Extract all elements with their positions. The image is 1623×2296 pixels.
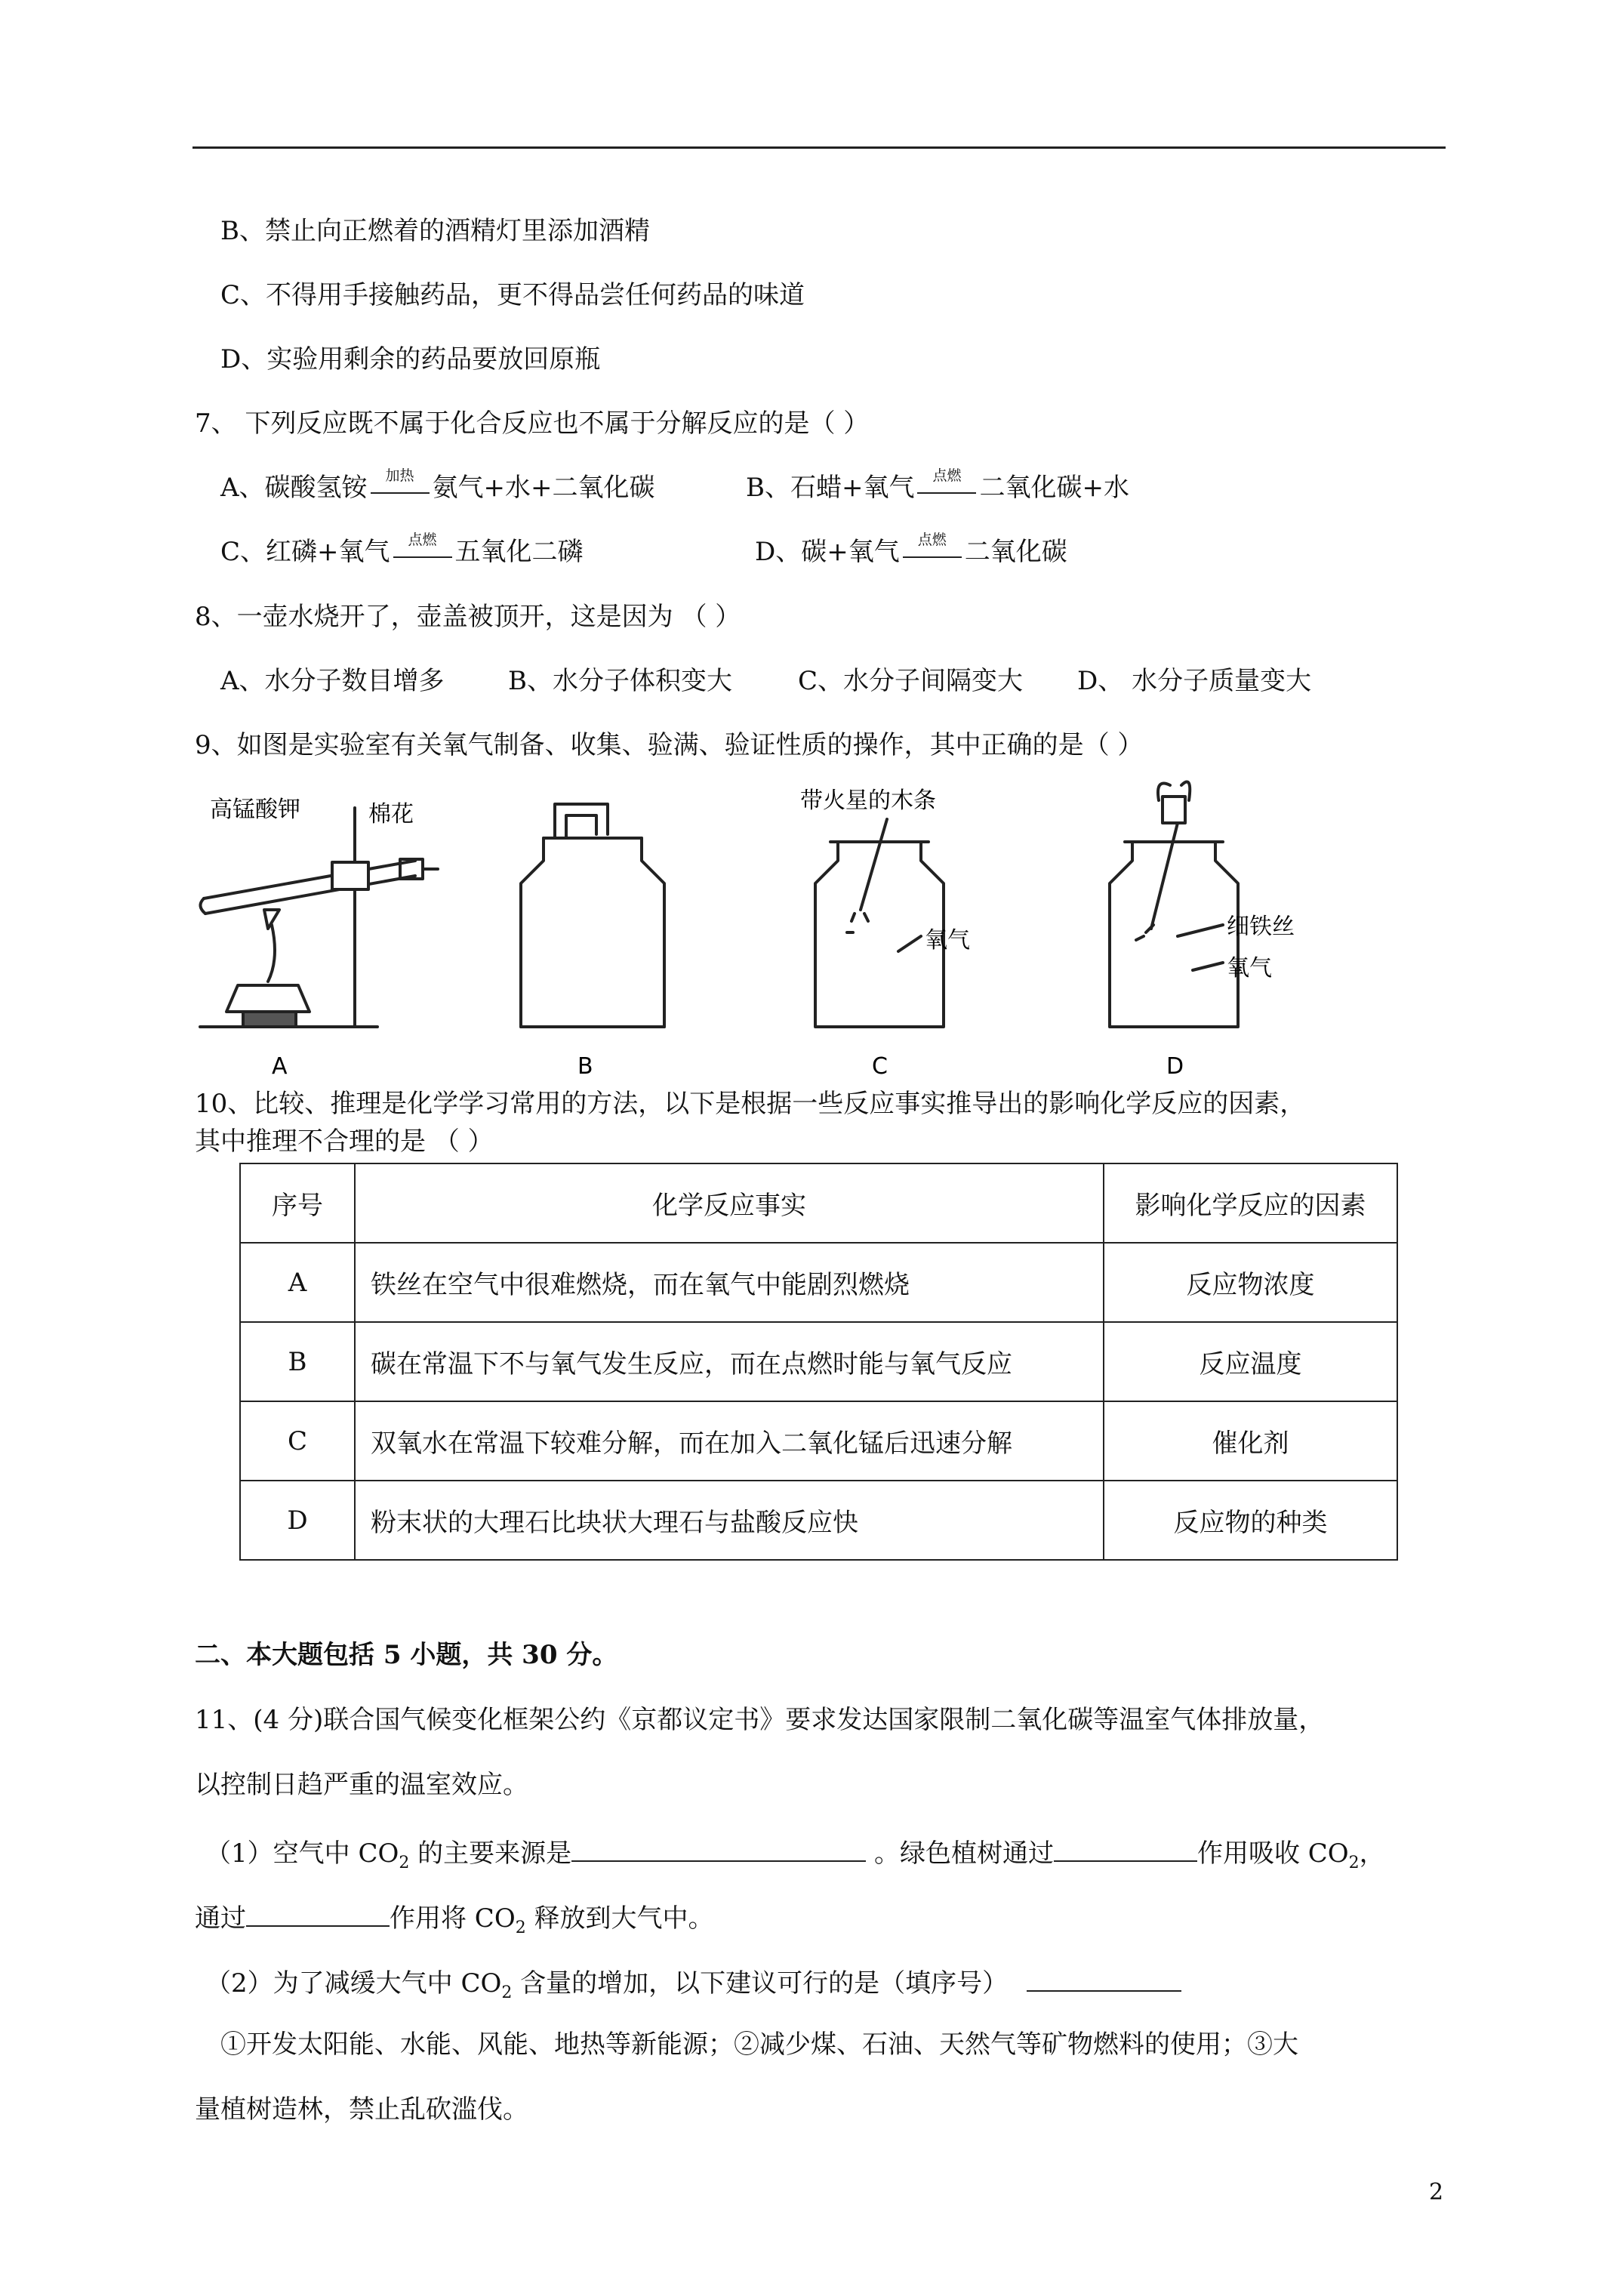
- row-id: D: [240, 1481, 355, 1560]
- answer-blank[interactable]: [571, 1833, 866, 1862]
- header-rule: [192, 146, 1446, 149]
- answer-blank[interactable]: [1027, 1963, 1181, 1992]
- apparatus-c-test: [815, 819, 944, 1027]
- q7-option-b: B、石蜡+氧气 点燃 二氧化碳+水: [746, 467, 1129, 503]
- row-id: C: [240, 1401, 355, 1481]
- header-factor: 影响化学反应的因素: [1104, 1163, 1397, 1243]
- label-oxygen-d: 氧气: [1227, 955, 1272, 982]
- q11-options-line2: 量植树造林，禁止乱砍滥伐。: [195, 2094, 528, 2125]
- table-row: [240, 1322, 1397, 1401]
- label-b: B: [577, 1053, 593, 1080]
- q6-option-b: B、禁止向正燃着的酒精灯里添加酒精: [220, 216, 650, 246]
- apparatus-b-bottle: [521, 804, 664, 1027]
- row-factor: 反应温度: [1104, 1322, 1397, 1401]
- q10-table: [239, 1163, 1398, 1561]
- q11-part2: （2）为了减缓大气中 $CO_2$ 含量的增加，以下建议可行的是（填序号）: [205, 1963, 1181, 2010]
- q10-stem-line1: 10、比较、推理是化学学习常用的方法，以下是根据一些反应事实推导出的影响化学反应的因素，: [195, 1089, 1306, 1119]
- q7-option-a: A、碳酸氢铵 加热 氨气+水+二氧化碳: [220, 467, 655, 503]
- table-row: [240, 1243, 1397, 1322]
- row-fact: 铁丝在空气中很难燃烧，而在氧气中能剧烈燃烧: [355, 1243, 1104, 1322]
- label-d: D: [1166, 1053, 1184, 1080]
- table-header-row: [240, 1163, 1397, 1243]
- reaction-condition: 点燃: [900, 535, 965, 569]
- apparatus-d-iron-wire: [1110, 782, 1238, 1028]
- label-reagent: 高锰酸钾: [210, 797, 300, 823]
- row-fact: 粉末状的大理石比块状大理石与盐酸反应快: [355, 1481, 1104, 1560]
- label-cotton: 棉花: [368, 801, 414, 827]
- label-oxygen-c: 氧气: [925, 927, 970, 954]
- q11-options-line1: ①开发太阳能、水能、风能、地热等新能源；②减少煤、石油、天然气等矿物燃料的使用；③大: [220, 2029, 1298, 2060]
- q9-stem: 9、如图是实验室有关氧气制备、收集、验满、验证性质的操作，其中正确的是（ ）: [195, 730, 1144, 760]
- label-splint: 带火星的木条: [800, 787, 936, 814]
- q11-stem-line2: 以控制日趋严重的温室效应。: [195, 1770, 528, 1800]
- header-fact: 化学反应事实: [355, 1163, 1104, 1243]
- page-number: 2: [1429, 2179, 1444, 2205]
- row-id: A: [240, 1243, 355, 1322]
- q6-option-c: C、不得用手接触药品，更不得品尝任何药品的味道: [220, 280, 805, 310]
- q7-option-d: D、碳+氧气 点燃 二氧化碳: [755, 532, 1067, 567]
- row-fact: 双氧水在常温下较难分解，而在加入二氧化锰后迅速分解: [355, 1401, 1104, 1481]
- label-iron-wire: 细铁丝: [1227, 914, 1295, 940]
- label-c: C: [872, 1053, 888, 1080]
- q8-option-b: B、水分子体积变大: [508, 666, 732, 696]
- q8-option-d: D、 水分子质量变大: [1077, 666, 1312, 696]
- q10-stem-line2: 其中推理不合理的是 （ ）: [195, 1126, 494, 1157]
- table-row: [240, 1481, 1397, 1560]
- q11-part1: （1）空气中 $CO_2$ 的主要来源是 。绿色植树通过 作用吸收 $CO_2$，: [205, 1833, 1385, 1880]
- row-id: B: [240, 1322, 355, 1401]
- apparatus-a-heating: [200, 808, 438, 1027]
- q9-apparatus-figure: [196, 778, 1329, 1080]
- reaction-condition: 点燃: [914, 471, 979, 504]
- row-factor: 反应物浓度: [1104, 1243, 1397, 1322]
- row-fact: 碳在常温下不与氧气发生反应，而在点燃时能与氧气反应: [355, 1322, 1104, 1401]
- header-id: 序号: [240, 1163, 355, 1243]
- table-row: [240, 1401, 1397, 1481]
- q11-stem-line1: 11、(4 分)联合国气候变化框架公约《京都议定书》要求发达国家限制二氧化碳等温室气体排放量，: [195, 1705, 1325, 1735]
- row-factor: 反应物的种类: [1104, 1481, 1397, 1560]
- reaction-condition: 加热: [368, 471, 433, 504]
- reaction-condition: 点燃: [390, 535, 455, 569]
- q8-option-a: A、水分子数目增多: [220, 666, 445, 696]
- q11-part1-cont: 通过 作用将 $CO_2$ 释放到大气中。: [195, 1898, 714, 1945]
- answer-blank[interactable]: [1054, 1833, 1197, 1862]
- row-factor: 催化剂: [1104, 1401, 1397, 1481]
- q6-option-d: D、实验用剩余的药品要放回原瓶: [220, 344, 601, 374]
- q7-option-c: C、红磷+氧气 点燃 五氧化二磷: [220, 532, 584, 567]
- answer-blank[interactable]: [246, 1898, 390, 1927]
- q8-option-c: C、水分子间隔变大: [798, 666, 1024, 696]
- q7-stem: 7、 下列反应既不属于化合反应也不属于分解反应的是（ ）: [195, 408, 870, 439]
- label-a: A: [272, 1053, 288, 1080]
- section-title: 二、本大题包括 5 小题，共 30 分。: [195, 1640, 618, 1670]
- q8-stem: 8、一壶水烧开了，壶盖被顶开，这是因为 （ ）: [195, 602, 741, 632]
